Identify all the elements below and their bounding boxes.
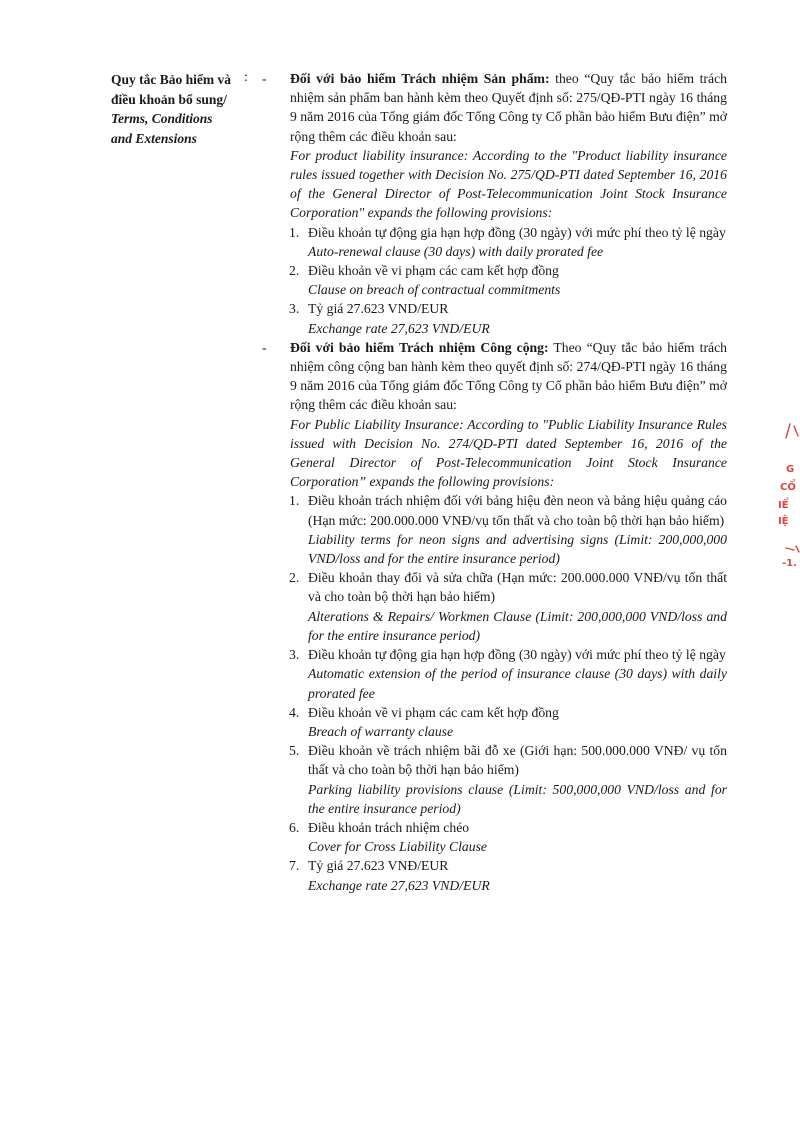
- section-heading: [290, 338, 727, 415]
- item-text-vi: Điều khoản trách nhiệm đối với bảng hiệu đèn neon và bảng hiệu quảng cáo (Hạn mức: 200.000.000 VNĐ/vụ tổn thất và cho toàn bộ thời hạn bảo hiểm): [308, 493, 727, 528]
- seal-stamp: [760, 418, 800, 578]
- item-text-en: Alterations & Repairs/ Workmen Clause (Limit: 200,000,000 VND/loss and for the entire insurance period): [308, 608, 727, 643]
- seal-arc-mark: [786, 546, 799, 552]
- seal-fragment: IỆ: [778, 516, 789, 527]
- item-number: 2.: [289, 570, 300, 586]
- item-text-en: Exchange rate 27,623 VND/EUR: [308, 320, 490, 336]
- section-dash: -: [262, 339, 267, 355]
- section-dash: -: [262, 71, 267, 86]
- item-text-en: Clause on breach of contractual commitments: [308, 282, 561, 298]
- terms-label: [111, 70, 236, 148]
- item-text-vi: Điều khoản về vi phạm các cam kết hợp đồng: [308, 704, 559, 720]
- item-text-en: Auto-renewal clause (30 days) with daily prorated fee: [308, 243, 604, 259]
- item-text-en: Breach of warranty clause: [308, 723, 454, 739]
- item-text-vi: Tỷ giá 27.623 VND/EUR: [308, 301, 449, 317]
- item-text-vi: Tỷ giá 27.623 VNĐ/EUR: [308, 858, 449, 874]
- list-item: [290, 818, 727, 856]
- list-item: [290, 261, 727, 299]
- item-text-en: Liability terms for neon signs and advertising signs (Limit: 200,000,000 VND/loss and for the entire insurance period): [308, 531, 727, 567]
- seal-arc-mark: [786, 424, 798, 438]
- item-text-en: Automatic extension of the period of insurance clause (30 days) with daily prorated fee: [308, 666, 727, 701]
- item-text-vi: Điều khoản tự động gia hạn hợp đồng (30 ngày) với mức phí theo tỷ lệ ngày: [308, 647, 726, 663]
- section-public-liability: [262, 338, 727, 895]
- section-heading-en: For Public Liability Insurance: According to "Public Liability Insurance Rules issued with Decision No. 274/QD-PTI dated September 16, 2016 of the General Director of Post-Telecommunication Joint Stock Insurance Corporation” expands the following provisions:: [290, 416, 727, 490]
- terms-label-en: Terms, Conditions and Extensions: [111, 111, 213, 146]
- list-item: [290, 703, 727, 741]
- section-heading-text: Theo “Quy tắc bảo hiểm trách nhiệm công cộng ban hành kèm theo quyết định số: 274/QĐ-PTI ngày 16 tháng 9 năm 2016 của Tổng giám đốc Tổng Công ty Cổ phần bảo hiểm Bưu điện” mở rộng thêm các điều khoản sau:: [290, 339, 727, 413]
- list-item: [290, 741, 727, 818]
- clause-list: [290, 223, 727, 338]
- item-text-vi: Điều khoản về trách nhiệm bãi đỗ xe (Giới hạn: 500.000.000 VNĐ/ vụ tổn thất và cho toàn bộ thời hạn bảo hiểm): [308, 743, 727, 778]
- seal-fragment: G: [786, 464, 795, 475]
- item-text-vi: Điều khoản thay đổi và sửa chữa (Hạn mức: 200.000.000 VNĐ/vụ tổn thất và cho toàn bộ thời hạn bảo hiểm): [308, 570, 727, 605]
- item-number: 4.: [289, 704, 300, 720]
- seal-fragment: IỂ: [778, 500, 789, 511]
- item-text-en: Parking liability provisions clause (Limit: 500,000,000 VND/loss and for the entire insurance period): [308, 781, 727, 816]
- terms-label-vi: Quy tắc Bảo hiểm và điều khoản bổ sung/: [111, 72, 231, 107]
- section-heading-text: theo “Quy tắc bảo hiểm trách nhiệm sản phẩm ban hành kèm theo Quyết định số: 275/QĐ-PTI ngày 16 tháng 9 năm 2016 của Tổng giám đốc Tổng Công ty Cổ phần bảo hiểm Bưu điện” mở rộng thêm các điều khoản sau:: [290, 71, 727, 144]
- item-text-vi: Điều khoản về vi phạm các cam kết hợp đồng: [308, 263, 559, 279]
- section-product-liability: [262, 69, 727, 338]
- item-number: 3.: [289, 301, 300, 317]
- item-number: 2.: [289, 263, 300, 279]
- item-text-vi: Điều khoản tự động gia hạn hợp đồng (30 ngày) với mức phí theo tỷ lệ ngày: [308, 224, 726, 240]
- item-number: 6.: [289, 819, 300, 835]
- list-item: [290, 856, 727, 894]
- item-number: 1.: [289, 224, 300, 240]
- list-item: [290, 491, 727, 568]
- list-item: [290, 568, 727, 645]
- item-text-en: Exchange rate 27,623 VND/EUR: [308, 877, 490, 893]
- item-text-en: Cover for Cross Liability Clause: [308, 839, 487, 855]
- section-heading: [290, 69, 727, 146]
- seal-fragment: CỔ: [780, 482, 796, 493]
- list-item: [290, 645, 727, 703]
- list-item: [290, 299, 727, 337]
- item-number: 3.: [289, 647, 300, 663]
- section-heading-en: For product liability insurance: According to the "Product liability insurance rules issued together with Decision No. 275/QD-PTI dated September 16, 2016 of the General Director of Post-Telecommunication Joint Stock Insurance Corporation" expands the following provisions:: [290, 147, 727, 221]
- item-number: 7.: [289, 858, 300, 874]
- section-heading-bold: Đối với bảo hiểm Trách nhiệm Công cộng:: [290, 339, 549, 355]
- clause-list: [290, 491, 727, 894]
- seal-fragment: -1.: [782, 558, 797, 569]
- section-heading-bold: Đối với bảo hiểm Trách nhiệm Sản phẩm:: [290, 71, 550, 86]
- label-colon: :: [244, 70, 248, 85]
- item-number: 1.: [289, 493, 300, 509]
- item-text-vi: Điều khoản trách nhiệm chéo: [308, 819, 470, 835]
- item-number: 5.: [289, 743, 300, 759]
- terms-content: [262, 69, 727, 895]
- list-item: [290, 223, 727, 261]
